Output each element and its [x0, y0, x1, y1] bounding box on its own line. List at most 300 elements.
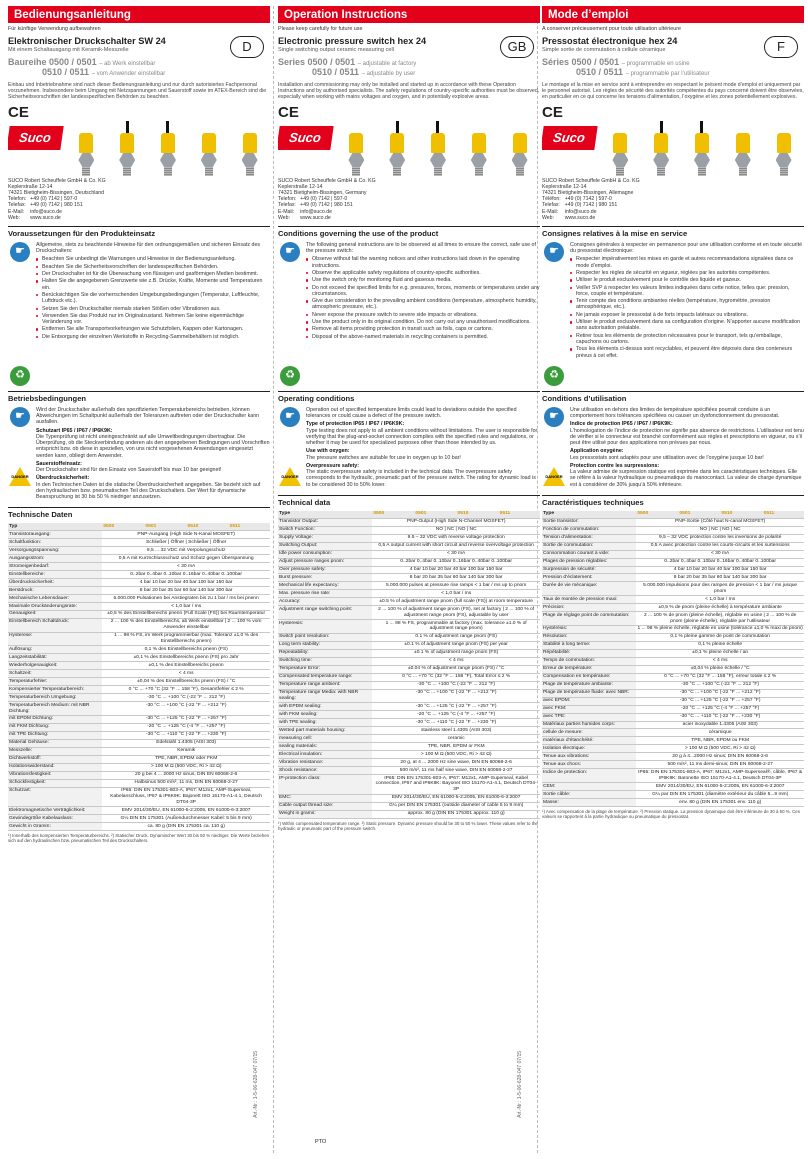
spec-value: ±0,04 % pleine échelle / °C: [636, 665, 804, 673]
spec-label: Plages de pression réglables:: [542, 558, 636, 566]
table-row: [8, 670, 270, 678]
spec-value: 1 ... 98 % pleine échelle, réglable en usine (tolérance ±1,0 % maxi de pnom): [637, 626, 803, 632]
spec-value: -30 °C ... +125 °C (-22 °F ... +257 °F): [636, 697, 804, 705]
spec-table: [278, 511, 540, 819]
table-row: [8, 662, 270, 670]
table-row: [8, 678, 270, 686]
paragraph: Wird der Druckschalter außerhalb des spezifizierten Temperaturbereichs betrieben, können Abweichungen im Schaltpunkt außerhalb der Toleranzen auftreten oder der Druckschalter kann ausfallen.: [36, 406, 260, 426]
list-item: Ne jamais exposer le pressostat à de forts impacts latéraux ou vibrations.: [570, 312, 804, 318]
list-item: Halten Sie die angegebenen Grenzwerte wie z.B. Drücke, Kräfte, Momente und Temperaturen ein.: [36, 278, 270, 291]
spec-label: Dichtwerkstoff:: [8, 755, 102, 763]
spec-label: Transistor Output:: [278, 518, 372, 526]
contact-value[interactable]: info@suco.de: [564, 208, 597, 215]
subheading: Schutzart IP65 / IP67 / IP6K9K:: [36, 427, 113, 434]
table-header-cell: Type: [542, 511, 636, 518]
spec-value: NO | NC | NO | NC: [636, 526, 804, 534]
table-row: [278, 657, 540, 665]
table-row: [542, 633, 804, 641]
intro-text: Le montage et la mise en service sont à entreprendre en respectant le présent mode d’emploi et uniquement par le personnel autorisé. Les règles de sécurité des autorités compétentes du pays concerné doivent être observées, en particulier en ce qui concerne les tensions d’alimentation, l’oxygène et les zones potentiellement explosives.: [542, 81, 804, 100]
cable-icon: [396, 121, 399, 133]
danger-warning-icon: DANGER: [543, 467, 565, 486]
keep-note: Please keep carefully for future use: [278, 26, 363, 32]
table-row: [542, 657, 804, 665]
table-row: [542, 689, 804, 697]
spec-value: < 1,0 bar / ms: [372, 590, 540, 598]
spec-value: -30 °C ... +100 °C (-22 °F ... 212 °F): [636, 681, 804, 689]
spec-value: 5.000.000 pulses at pressure rise ramps < 1 bar / ms up to pnom: [372, 582, 540, 590]
spec-value: PNP-Ausgang (High Side N-Kanal MOSFET): [102, 531, 270, 539]
spec-label: Schockfestigkeit:: [8, 779, 102, 787]
ce-mark: CE: [278, 103, 299, 121]
spec-value: 4 bar 10 bar 20 bar 40 bar 100 bar 150 bar: [372, 566, 540, 574]
column-fr: [542, 6, 804, 1156]
spec-label: Genauigkeit:: [8, 610, 102, 618]
list-item: Verwenden Sie das Produkt nur im Originalzustand. Nehmen Sie keine eigenmächtige Veränderung vor.: [36, 313, 270, 326]
table-row: [542, 713, 804, 721]
table-row: [542, 518, 804, 526]
company-address: [278, 178, 540, 221]
contact-value: +49 (0) 7142 | 597-0: [564, 196, 612, 203]
contact-label: Web:: [278, 214, 291, 221]
spec-value: -30 °C ... +125 °C (-22 °F ... +257 °F): [372, 703, 540, 711]
paragraph: Type testing does not apply to all ambient conditions without limitations. The user is responsible for verifying that the plug-and-socket connection complies with the specified rules and regulations, or whether it may be used for specialized purposes other than those intended by us.: [306, 427, 538, 447]
spec-label: Surpression de sécurité:: [542, 566, 636, 574]
spec-value: 8 bar 20 bar 35 bar 60 bar 140 bar 300 bar: [636, 574, 804, 582]
contact-value[interactable]: info@suco.de: [30, 208, 62, 215]
table-row: [8, 646, 270, 654]
spec-value: ±0.1 % of adjustment range pnom (FS) per year: [372, 641, 540, 649]
company-city: 74321 Bietigheim-Bissingen, Allemagne: [542, 190, 634, 197]
table-row: [542, 705, 804, 713]
spec-label: Erreur de température:: [542, 665, 636, 673]
company-street: Keplerstraße 12-14: [542, 184, 587, 191]
section-title: Consignes relatives à la mise en service: [542, 226, 804, 239]
spec-label: Indice de protection:: [542, 769, 636, 783]
spec-label: mit EPDM Dichtung:: [8, 715, 102, 723]
spec-value: < 1,0 bar / ms: [102, 602, 270, 610]
pressure-switch-image: [694, 121, 710, 176]
table-row: [8, 731, 270, 739]
series-1: 0500 / 0501: [307, 56, 356, 67]
spec-label: Over pressure safety:: [278, 566, 372, 574]
spec-value: -30 °C ... +125 °C (-22 °F ... +257 °F): [102, 715, 270, 723]
table-row: [542, 737, 804, 745]
pressure-switch-image: [430, 121, 446, 176]
paragraph: Les pressostats sont adaptés pour une utilisation avec de l’oxygène jusque 10 bar!: [570, 454, 764, 461]
footnotes: ¹) Avec compensation de la plage de température. ²) Pression statique. La pression dynamique doit être inférieure de 30 à 50 %. Ces valeurs se rapportent à la partie hydraulique ou pneumatique du pressostat.: [542, 808, 800, 820]
table-row: [8, 563, 270, 571]
section-title: Betriebsbedingungen: [8, 391, 270, 404]
spec-value: 500 m/s², 11 ms half sine wave, DIN EN 60068-2-27: [372, 767, 540, 775]
spec-label: Vibrationsfestigkeit:: [8, 771, 102, 779]
spec-value: 0,5 A mit Kurzschlussschutz und Schutz gegen Überspannung: [102, 555, 270, 563]
spec-value: 4 bar 10 bar 20 bar 40 bar 100 bar 150 bar: [102, 579, 270, 587]
column-divider: [273, 6, 274, 1153]
table-row: [542, 625, 804, 633]
spec-value: env. 80 g (DIN EN 175301 env. 110 g): [636, 799, 804, 807]
spec-label: Vibration resistance:: [278, 759, 372, 767]
spec-label: Stromeigenbedarf:: [8, 563, 102, 571]
spec-label: Temps de commutation:: [542, 657, 636, 665]
spec-label: Wiederholgenauigkeit:: [8, 662, 102, 670]
paragraph: Une utilisation en dehors des limites de température spécifiées pourrait conduire à un comportement hors tolérances spécifiées ou causer un dysfonctionnement du pressostat.: [570, 406, 780, 420]
spec-value: > 100 M Ω (500 VDC, Ri > 42 Ω): [636, 745, 804, 753]
spec-label: Sortie câble:: [542, 791, 636, 799]
spec-label: Cable output thread size:: [278, 802, 372, 810]
spec-label: cellule de mesure:: [542, 729, 636, 737]
language-badge: D: [230, 36, 264, 58]
contact-value: +49 (0) 7142 | 597-0: [300, 196, 348, 203]
spec-label: Hysteresis:: [278, 620, 372, 634]
spec-value: 0..2bar 0..4bar 0..10bar 0..16bar 0..40bar 0..100bar: [102, 571, 270, 579]
series-1: 0500 / 0501: [49, 56, 97, 67]
contact-value[interactable]: www.suco.de: [300, 214, 331, 221]
table-header-cell: 0500: [102, 523, 144, 530]
column-en: [278, 6, 540, 1156]
list-item: Never expose the pressure switch to severe side impacts or vibrations.: [306, 312, 540, 318]
language-badge: F: [764, 36, 798, 58]
table-row: [278, 802, 540, 810]
spec-value: TPE, NBR, EPDM ou FKM: [636, 737, 804, 745]
table-row: [278, 590, 540, 598]
list-item: Respecter les règles de sécurité en vigueur, réglées par les autorités compétentes.: [570, 270, 804, 276]
spec-value: -30 °C ... +110 °C (-22 °F ... +230 °F): [372, 719, 540, 727]
spec-label: Isolation électrique:: [542, 745, 636, 753]
contact-value[interactable]: www.suco.de: [564, 214, 596, 221]
table-row: [278, 641, 540, 649]
recycle-icon: ♻: [10, 366, 30, 386]
spec-value: 0,5 A avec protection contre les courts-circuits et les surtensions: [636, 542, 804, 550]
list-item: Utiliser le produit exclusivement dans sa configuration d’origine. N’apporter aucune modification sans autorisation préalable.: [570, 319, 804, 332]
contact-label: Web:: [542, 214, 555, 221]
spec-value: 5.000.000 impulsions pour des rampes de pression < 1 bar / ms jusque pnom: [636, 582, 804, 596]
spec-label: EMC:: [278, 794, 372, 802]
table-row: [8, 694, 270, 702]
spec-value: 9.5 – 32 VDC with reverse voltage protection: [372, 534, 540, 542]
spec-value: ±0,5 % des Einstellbereichs pnenn (Full Scale (FS)) bei Raumtemperatur: [102, 610, 270, 618]
spec-label: Switch Function:: [278, 526, 372, 534]
section-title: Conditions d’utilisation: [542, 391, 804, 404]
table-row: [8, 702, 270, 716]
contact-value[interactable]: www.suco.de: [30, 214, 61, 221]
series-2: 0510 / 0511: [42, 66, 90, 77]
list-item: Tous les éléments ci-dessus sont recyclables, et peuvent être déposés dans des conteneurs prévus à cet effet.: [570, 346, 804, 359]
spec-label: Plage de température ambiante:: [542, 681, 636, 689]
table-row: [278, 735, 540, 743]
spec-label: Switching time:: [278, 657, 372, 665]
table-row: [278, 703, 540, 711]
part-number: Art.-Nr.: 1-5-06-628-047 07/15: [253, 1050, 260, 1118]
paragraph: La valeur admise de surpression statique est exprimée dans les caractéristiques techniques. Elle se réfère à la valeur hydraulique ou pneumatique du manocontact. La valeur de charge dynamique est à considérer de 30% jusqu’à 50% inférieure.: [570, 469, 802, 488]
pressure-switch-image: [735, 133, 751, 176]
table-row: [8, 594, 270, 602]
subheading: Indice de protection IP65 / IP67 / IP6K9K:: [570, 421, 673, 428]
logo-row: [542, 104, 804, 176]
table-row: [542, 791, 804, 799]
spec-label: Idle power consumption:: [278, 550, 372, 558]
section-intro: Allgemeine, stets zu beachtende Hinweise für den ordnungsgemäßen und sicheren Einsatz des Druckschalters:: [36, 241, 261, 255]
spec-label: Taux de montée de pression maxi:: [542, 596, 636, 604]
spec-label: with EPDM sealing:: [278, 703, 372, 711]
product-images: [332, 104, 540, 176]
series-2-note: – vom Anwender einstellbar: [91, 70, 166, 77]
table-row: [278, 518, 540, 526]
spec-label: matériaux d’étanchéité:: [542, 737, 636, 745]
table-row: [278, 598, 540, 606]
table-row: [8, 586, 270, 594]
table-row: [278, 534, 540, 542]
table-row: [542, 542, 804, 550]
spec-value: G¼ per DIN EN 175301 (outside diameter of cable 5 to 9 mm): [372, 802, 540, 810]
spec-label: avec EPDM:: [542, 697, 636, 705]
spec-label: Elektromagnetische Verträglichkeit:: [8, 807, 102, 815]
spec-label: Hystérésis:: [542, 625, 636, 633]
table-row: [8, 739, 270, 747]
cable-icon: [660, 121, 663, 133]
spec-label: avec FKM:: [542, 705, 636, 713]
spec-label: Tension d’alimentation:: [542, 534, 636, 542]
table-header-cell: 0501: [678, 511, 720, 518]
paragraph: Operation out of specified temperature limits could lead to deviations outside the specified tolerances or could cause a defect of the pressure switch.: [306, 406, 517, 420]
table-row: [542, 550, 804, 558]
pressure-switch-image: [776, 133, 792, 176]
spec-value: > 100 M Ω (500 VDC, Ri > 42 Ω): [372, 751, 540, 759]
product-subtitle: Mit einem Schaltausgang mit Keramik-Messzelle: [8, 47, 129, 54]
danger-warning-icon: DANGER: [279, 467, 301, 486]
table-row: [8, 715, 270, 723]
spec-label: mit TPE Dichtung:: [8, 731, 102, 739]
table-row: [542, 526, 804, 534]
spec-label: Switch point resolution:: [278, 633, 372, 641]
pressure-switch-image: [119, 121, 135, 176]
contact-value[interactable]: info@suco.de: [300, 208, 332, 215]
recycle-icon: ♻: [544, 366, 564, 386]
part-number: Art.-Nr.: 1-5-06-628-047 07/15: [517, 1050, 524, 1118]
series-2-note: – adjustable by user: [361, 70, 416, 77]
spec-value: 20 g à 4...2000 Hz sinus; DIN EN 60068-2-6: [636, 753, 804, 761]
spec-table: [8, 523, 270, 831]
spec-value: EMV 2014/30/EU, EN 61000-5-2:2005, EN 61000-6-3:2007: [372, 794, 540, 802]
spec-label: Adjustment range switching point:: [278, 606, 372, 620]
spec-label: Ausgangsstrom:: [8, 555, 102, 563]
spec-value: -30 °C ... +100 °C (-22 °F ... +212 °F): [102, 702, 270, 716]
spec-value: < 30 mA: [636, 550, 804, 558]
spec-value: 8 bar 20 bar 35 bar 60 bar 140 bar 300 bar: [372, 574, 540, 582]
spec-value: ca. 80 g (DIN EN 175301 ca. 110 g): [102, 823, 270, 831]
pressure-switch-image: [389, 121, 405, 176]
table-row: [278, 633, 540, 641]
spec-value: G¼ DIN EN 175301 (Außendurchmesser Kabel: 5 bis 9 mm): [102, 815, 270, 823]
contact-label: Telefax:: [8, 202, 26, 209]
spec-value: < 4 ms: [372, 657, 540, 665]
list-item: Use the switch only for monitoring fluid and gaseous media.: [306, 277, 540, 283]
cable-icon: [436, 121, 439, 133]
spec-label: Mechanical life expectancy:: [278, 582, 372, 590]
cable-icon: [166, 121, 169, 133]
table-row: [8, 531, 270, 539]
pressure-switch-image: [471, 133, 487, 176]
list-item: Observe the applicable safety regulations of country-specific authorities.: [306, 270, 540, 276]
ce-mark: CE: [8, 103, 29, 121]
table-row: [8, 771, 270, 779]
spec-label: Résolution:: [542, 633, 636, 641]
spec-value: TPE, NBR, EPDM or FKM: [372, 743, 540, 751]
danger-warning-icon: DANGER: [9, 467, 31, 486]
spec-label: Accuracy:: [278, 598, 372, 606]
table-row: [278, 566, 540, 574]
table-row: [278, 620, 540, 634]
spec-value: -20 °C ... +125 °C (-4 °F ... +257 °F): [636, 705, 804, 713]
company-city: 74321 Bietigheim-Bissingen, Deutschland: [8, 190, 105, 197]
spec-value: acier inoxydable 1.4305 (AISI 303): [636, 721, 804, 729]
table-row: [278, 751, 540, 759]
table-row: [278, 582, 540, 590]
paragraph: L’homologation de l’indice de protection ne signifie pas absence de restrictions. L’utilisateur est tenu de vérifier si le connecteur est branché conformément aux règles et prescriptions en vigueur, ou s’il peut être utilisé pour des applications non prévues par nous.: [570, 427, 804, 447]
spec-value: stainless steel 1.4305 (AISI 303): [372, 727, 540, 735]
table-row: [278, 794, 540, 802]
spec-value: -30 °C ... +110 °C (-22 °F ... +230 °F): [636, 713, 804, 721]
spec-value: 0,1 % des Einstellbereichs pnenn (FS): [102, 646, 270, 654]
ce-mark: CE: [542, 103, 563, 121]
table-header-cell: 0510: [457, 511, 499, 518]
spec-label: Gewicht in Gramm:: [8, 823, 102, 831]
product-subtitle: Simple sortie de commutation à cellule céramique: [542, 47, 666, 54]
spec-label: Isolationswiderstand:: [8, 763, 102, 771]
list-item: Beachten Sie unbedingt die Warnungen und Hinweise in der Bedienungsanleitung.: [36, 256, 270, 262]
table-row: [8, 539, 270, 547]
spec-label: Plage de température fluide: avec NBR:: [542, 689, 636, 697]
spec-value: 0..2bar 0..4bar 0..10bar 0..16bar 0..40bar 0..100bar: [636, 558, 804, 566]
contact-value: +49 (0) 7142 | 980 151: [300, 202, 353, 209]
spec-value: -30 °C ... +100 °C (-22 °F ... +212 °F): [636, 689, 804, 697]
spec-label: Plage de réglage point de commutation:: [542, 612, 636, 626]
keep-note: A conserver précieusement pour toute utilisation ultérieure: [542, 26, 682, 32]
footnotes: ¹) Within compensated temperature range. ²) Static pressure. Dynamic pressure should be 30 to 50 % lower. These values refer to the hydraulic or pneumatic part of the pressure switch.: [278, 820, 538, 831]
spec-value: < 30 mA: [102, 563, 270, 571]
table-row: [278, 727, 540, 735]
table-row: [542, 641, 804, 649]
spec-value: 20 g, at 4 ... 2000 Hz sine wave, DIN EN 60068-2-6: [372, 759, 540, 767]
spec-label: Temperature range Media: with NBR sealing:: [278, 689, 372, 703]
spec-value: 9,5 – 32 VDC protection contre les inversions de polarité: [636, 534, 804, 542]
table-row: [542, 729, 804, 737]
spec-value: -20 °C ... +125 °C (-4 °F ... +257 °F): [102, 723, 270, 731]
table-row: [278, 775, 540, 795]
pressure-switch-image: [201, 133, 217, 176]
series-1: 0500 / 0501: [571, 56, 620, 67]
table-row: [542, 558, 804, 566]
table-header-cell: 0511: [763, 511, 804, 518]
product-subtitle: Single switching output ceramic measuring cell: [278, 47, 394, 54]
series-label: Baureihe: [8, 56, 47, 67]
spec-label: Temperaturfehler:: [8, 678, 102, 686]
series-label: Séries: [542, 56, 570, 67]
spec-value: 5.000.000 Pulsationen bei Anstiegraten bis zu 1 bar / ms bei pnenn: [102, 594, 270, 602]
list-item: Setzen Sie den Druckschalter niemals starken Stößen oder Vibrationen aus.: [36, 306, 270, 312]
series-1-note: – ab Werk einstellbar: [99, 60, 156, 67]
spec-label: Versorgungsspannung:: [8, 547, 102, 555]
table-row: [542, 721, 804, 729]
spec-label: Electrical insulation:: [278, 751, 372, 759]
table-row: [8, 755, 270, 763]
spec-label: Temperature Error:: [278, 665, 372, 673]
subheading: Sauerstoffeinsatz:: [36, 460, 82, 467]
spec-value: ±0,04 % des Einstellbereichs pnenn (FS) / °C: [102, 678, 270, 686]
section-title: Conditions governing the use of the product: [278, 226, 540, 239]
table-header-cell: 0511: [229, 523, 270, 530]
spec-label: Pression d’éclatement:: [542, 574, 636, 582]
spec-value: EMV 2014/30/EU, EN 61000-5-2:2005, EN 61000-6-3:2007: [636, 783, 804, 791]
header-bar: Operation Instructions: [278, 6, 540, 23]
spec-value: ceramic: [372, 735, 540, 743]
list-item: Utiliser le produit exclusivement pour le contrôle des liquide et gazeux.: [570, 277, 804, 283]
table-row: [542, 596, 804, 604]
spec-label: Material Gehäuse:: [8, 739, 102, 747]
spec-value: 0,1 % pleine échelle: [636, 641, 804, 649]
list-item: Veiller SVP à respecter les valeurs limites indiquées dans cette notice, telles que: pression, force, couple et température.: [570, 285, 804, 298]
table-header-cell: 0500: [372, 511, 414, 518]
spec-value: PNP-Sortie (Côté haut N-canal MOSFET): [636, 518, 804, 526]
spec-value: Edelstahl 1.4305 (AISI 303): [102, 739, 270, 747]
spec-label: Berstdruck:: [8, 586, 102, 594]
spec-value: Halbsinus 500 m/s², 11 ms, DIN EN 60068-2-27: [102, 779, 270, 787]
keep-note: Für künftige Verwendung aufbewahren: [8, 26, 101, 32]
spec-value: > 100 M Ω (500 VDC, Ri > 42 Ω): [102, 763, 270, 771]
table-row: [278, 673, 540, 681]
series-2: 0510 / 0511: [576, 66, 624, 77]
list-item: Die Entsorgung der einzelnen Werkstoffe in Recycling-Sammelbehältern ist möglich.: [36, 334, 270, 340]
table-row: [8, 632, 270, 646]
header-bar: Mode d’emploi: [542, 6, 804, 23]
paragraph: In den Technischen Daten ist die statische Überdrucksicherheit angegeben. Sie bezieht sich auf den hydraulischen bzw. pneumatischen Teil des Druckschalters. Der Wert für dynamische Beanspruchung ist 30 bis 50 % niedriger anzusetzen.: [36, 481, 261, 501]
intro-text: Installation and commissioning may only be installed and started up in accordance with these Operation Instructions and by authorised specialists. The safety regulations of country-specific authorities must be observed, especially when working with mains voltages and oxygen, and in potentially explosive areas.: [278, 81, 540, 100]
contact-label: Telefax:: [278, 202, 296, 209]
table-row: [278, 767, 540, 775]
series-2: 0510 / 0511: [312, 66, 360, 77]
spec-label: with TPE sealing:: [278, 719, 372, 727]
list-item: Observe without fail the warning notices and other instructions laid down in the operating instructions.: [306, 256, 540, 269]
table-row: [8, 654, 270, 662]
spec-value: 0 °C ... +70 °C (32 °F ... 158 °F), Total Error ≤ 2 %: [372, 673, 540, 681]
table-header: [542, 511, 804, 518]
table-row: [8, 618, 270, 632]
spec-label: Überdrucksicherheit:: [8, 579, 102, 587]
spec-label: with FKM sealing:: [278, 711, 372, 719]
table-row: [542, 604, 804, 612]
spec-label: Schaltfunktion:: [8, 539, 102, 547]
contact-value: +49 (0) 7142 | 597-0: [30, 196, 78, 203]
table-row: [278, 689, 540, 703]
subheading: Application oxygène:: [570, 448, 624, 455]
contact-value: +49 (0) 7142 | 980 151: [564, 202, 618, 209]
contact-value: +49 (0) 7142 | 980 151: [30, 202, 83, 209]
table-header-cell: Type: [278, 511, 372, 518]
spec-value: ±0,1 % des Einstellbereichs pnenn: [102, 662, 270, 670]
table-row: [278, 574, 540, 582]
spec-label: Switching Output:: [278, 542, 372, 550]
spec-value: 1 ... 98 % FS, im Werk programmierbar (max. Toleranz ±1,0 % des Einstellbereichs pnenn): [102, 632, 270, 646]
recycle-icon: ♻: [280, 366, 300, 386]
spec-label: Supply Voltage:: [278, 534, 372, 542]
pto-label: PTO: [315, 1138, 327, 1145]
table-row: [278, 558, 540, 566]
table-row: [278, 719, 540, 727]
spec-label: Shock resistance:: [278, 767, 372, 775]
table-header-cell: 0511: [499, 511, 540, 518]
section-title: Operating conditions: [278, 391, 540, 404]
section-title: Technische Daten: [8, 507, 270, 520]
product-images: [596, 104, 804, 176]
